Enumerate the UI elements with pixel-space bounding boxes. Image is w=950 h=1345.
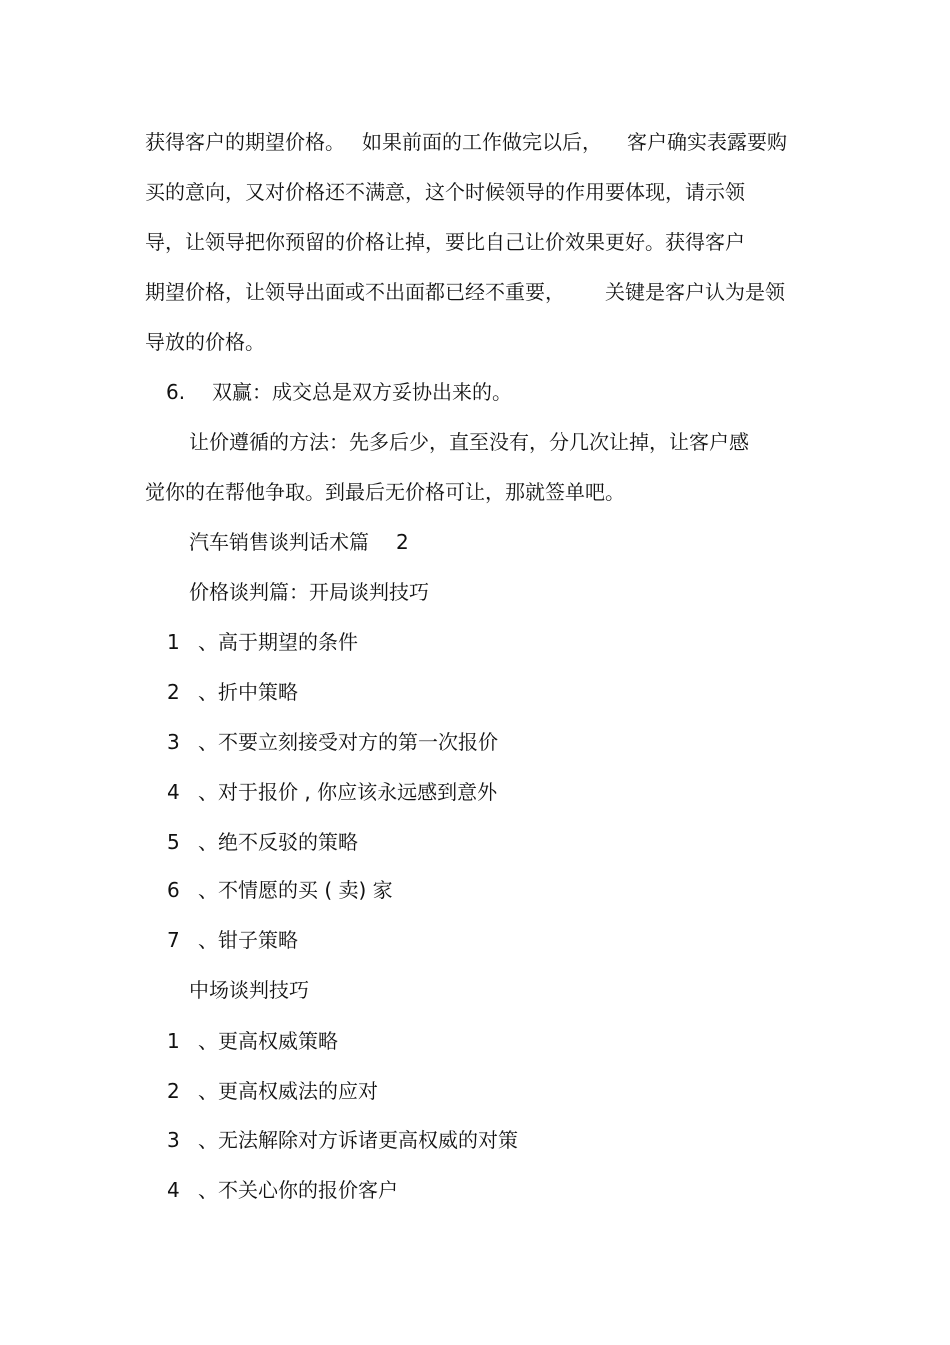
list-item-text: 、不情愿的买 ( 卖) 家 <box>198 878 393 902</box>
list-item-number: 1 <box>167 1029 180 1053</box>
list-item-text: 、绝不反驳的策略 <box>198 830 358 854</box>
paragraph2-line1 <box>0 430 749 478</box>
list-item-text: 、折中策略 <box>198 680 298 704</box>
paragraph1-line1-part-a: 获得客户的期望价格。 <box>145 130 345 154</box>
paragraph1-line2-text: 买的意向，又对价格还不满意，这个时候领导的作用要体现，请示领 <box>145 180 745 204</box>
list-item-number: 4 <box>167 1178 180 1202</box>
paragraph1-line1-part-c: 客户确实表露要购 <box>627 130 787 154</box>
list-item-text: 、不要立刻接受对方的第一次报价 <box>198 730 498 754</box>
list-item-text: 、对于报价 , 你应该永远感到意外 <box>198 780 498 804</box>
paragraph1-line4-part-a: 期望价格，让领导出面或不出面都已经不重要， <box>145 280 565 304</box>
list-item-text: 、无法解除对方诉诸更高权威的对策 <box>198 1128 518 1152</box>
item6-text: 双赢：成交总是双方妥协出来的。 <box>212 380 512 404</box>
list-item-text: 、不关心你的报价客户 <box>198 1178 398 1202</box>
list-item-text: 、更高权威策略 <box>198 1029 338 1053</box>
list-item-text: 、更高权威法的应对 <box>198 1079 378 1103</box>
paragraph1-line5-text: 导放的价格。 <box>145 330 265 354</box>
paragraph1-line1-part-b: 如果前面的工作做完以后， <box>362 130 602 154</box>
list-item-number: 3 <box>167 1128 180 1152</box>
paragraph1-line3 <box>0 230 745 278</box>
paragraph2-line2-text: 觉你的在帮他争取。到最后无价格可让，那就签单吧。 <box>145 480 625 504</box>
list-item-number: 6 <box>167 878 180 902</box>
opening-heading <box>0 580 429 628</box>
paragraph2-line2 <box>0 480 625 528</box>
section-title-number: 2 <box>396 530 409 554</box>
list-item-number: 7 <box>167 928 180 952</box>
paragraph1-line3-text: 导，让领导把你预留的价格让掉，要比自己让价效果更好。获得客户 <box>145 230 745 254</box>
list-item-number: 2 <box>167 680 180 704</box>
list-item-number: 3 <box>167 730 180 754</box>
list-item-text: 、高于期望的条件 <box>198 630 358 654</box>
list-item-number: 1 <box>167 630 180 654</box>
section-title-text: 汽车销售谈判话术篇 <box>189 530 369 554</box>
paragraph1-line4-part-b: 关键是客户认为是领 <box>605 280 785 304</box>
paragraph1-line2 <box>0 180 745 228</box>
item6-number: 6. <box>166 380 186 404</box>
paragraph2-line1-text: 让价遵循的方法：先多后少，直至没有，分几次让掉，让客户感 <box>189 430 749 454</box>
opening-heading-text: 价格谈判篇：开局谈判技巧 <box>189 580 429 604</box>
list-item <box>0 1178 398 1250</box>
midgame-heading <box>0 978 309 1026</box>
list-item-text: 、钳子策略 <box>198 928 298 952</box>
list-item-number: 2 <box>167 1079 180 1103</box>
list-item-number: 5 <box>167 830 180 854</box>
list-item-number: 4 <box>167 780 180 804</box>
paragraph1-line5 <box>0 330 265 378</box>
midgame-heading-text: 中场谈判技巧 <box>189 978 309 1002</box>
